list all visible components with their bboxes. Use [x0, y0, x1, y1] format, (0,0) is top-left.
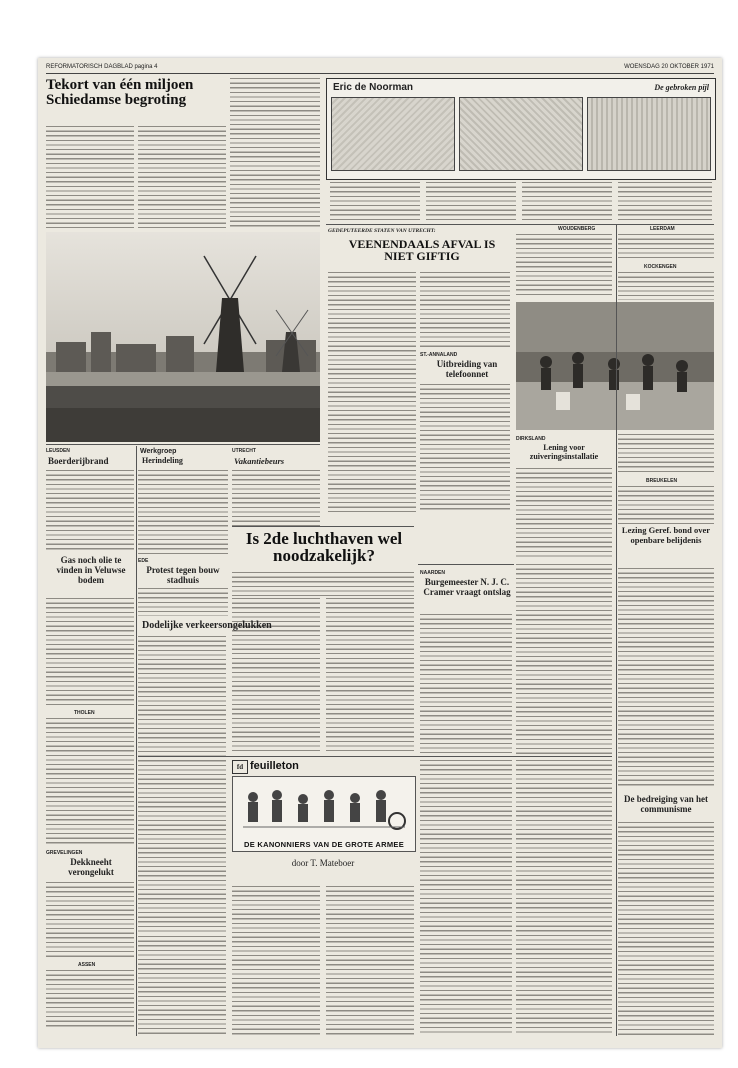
article-veenendaal-col1 [328, 272, 416, 512]
headline-communisme: De bedreiging van het communisme [623, 794, 709, 815]
masthead [46, 63, 714, 74]
comic-panel-1 [331, 97, 455, 171]
rule-vertical-2 [616, 224, 617, 1036]
kicker-dirksland: DIRKSLAND [516, 436, 546, 442]
headline-werkgroep: Herindeling [142, 456, 183, 465]
feuilleton-label: feuilleton [250, 760, 299, 772]
article-leusden [46, 470, 134, 550]
article-breukelen-2 [618, 568, 714, 788]
kicker-leerdam: LEERDAM [650, 226, 675, 232]
article-verkeer-col3 [326, 658, 414, 754]
comic-text-3 [522, 182, 612, 220]
article-tholen [46, 718, 134, 844]
headline-naarden: Burgemeester N. J. C. Cramer vraagt ontslag [423, 577, 511, 597]
article-dirksland [516, 468, 612, 560]
feuilleton-text-col1 [232, 886, 320, 1036]
article-breukelen-1 [618, 486, 714, 524]
newspaper-page [38, 58, 722, 1048]
comic-text-4 [618, 182, 712, 220]
headline-leusden: Boerderijbrand [48, 456, 109, 466]
rule-naarden [418, 564, 514, 565]
rule-vertical-1 [136, 446, 137, 1036]
headline-grevelingen: Dekkneeht verongelukt [68, 857, 114, 877]
article-communisme [618, 822, 714, 1036]
article-luchthaven-col2 [326, 598, 414, 654]
article-st-annaland [420, 384, 510, 512]
article-tekort-lead [46, 126, 134, 228]
photo-windmills-schiedam [46, 232, 320, 442]
feuilleton-text-col2 [326, 886, 414, 1036]
kicker-leusden: LEUSDEN [46, 448, 70, 454]
article-verkeer-col1-end [138, 936, 226, 1036]
article-tekort-col2 [138, 126, 226, 228]
comic-title: Eric de Noorman [333, 82, 414, 93]
masthead-left: REFORMATORISCH DAGBLAD pagina 4 [46, 64, 158, 70]
headline-dirksland: Lening voor zuiveringsinstallatie [529, 443, 599, 461]
headline-tekort: Tekort van één miljoen Schiedamse begroting [46, 77, 194, 109]
kicker-assen: ASSEN [78, 962, 96, 968]
comic-panel-3 [587, 97, 711, 171]
feuilleton-text-col4 [516, 760, 612, 1036]
article-tekort-col3 [230, 78, 320, 228]
kicker-naarden: NAARDEN [420, 570, 445, 576]
feuilleton-banner: DE KANONNIERS VAN DE GROTE ARMEE [243, 840, 405, 849]
comic-subtitle: De gebroken pijl [654, 83, 709, 92]
headline-utrecht: Vakantiebeurs [234, 456, 285, 466]
kicker-kockengen: KOCKENGEN [644, 264, 677, 270]
article-utrecht [232, 470, 320, 530]
comic-text-1 [330, 182, 420, 220]
photo-children-caption [618, 434, 714, 474]
article-luchthaven-lead [232, 572, 414, 596]
article-naarden-col2 [516, 564, 612, 754]
kicker-utrecht: UTRECHT [232, 448, 256, 454]
article-veenendaal-col2 [420, 272, 510, 348]
article-woudenberg [516, 234, 612, 296]
headline-breukelen: Lezing Geref. bond over openbare belijdenis [621, 525, 711, 545]
headline-luchthaven: Is 2de luchthaven wel noodzakelijk? [245, 529, 403, 566]
headline-veenendaal: VEENENDAALS AFVAL IS NIET GIFTIG [348, 237, 496, 264]
headline-gas: Gas noch olie te vinden in Veluwse bodem [56, 555, 126, 585]
kicker-veenendaal: GEDEPUTEERDE STATEN VAN UTRECHT: [328, 228, 436, 234]
article-grevelingen [46, 882, 134, 958]
rule-feuilleton [138, 756, 612, 757]
feuilleton-text-col3 [420, 760, 512, 1036]
feuilleton-block [232, 760, 414, 880]
kicker-ede: EDE [138, 558, 149, 564]
comic-panel-2 [459, 97, 583, 171]
photo-children [516, 302, 714, 430]
feuilleton-illustration [232, 776, 416, 852]
rule-veenendaal [326, 224, 714, 225]
kicker-st-annaland: ST.-ANNALAND [420, 352, 458, 358]
headline-verkeer: Dodelijke verkeersongelukken [142, 620, 272, 631]
headline-st-annaland: Uitbreiding van telefoonnet [436, 359, 498, 379]
article-verkeer-col1 [138, 636, 226, 932]
article-ede [138, 588, 228, 616]
feuilleton-author: door T. Mateboer [291, 858, 355, 868]
article-gas [46, 598, 134, 706]
article-werkgroep [138, 470, 228, 554]
comic-text-2 [426, 182, 516, 220]
headline-ede: Protest tegen bouw stadhuis [146, 565, 220, 585]
article-verkeer-col2 [232, 658, 320, 754]
kicker-tholen: THOLEN [74, 710, 95, 716]
article-kockengen [618, 272, 714, 300]
kicker-woudenberg: WOUDENBERG [558, 226, 596, 232]
article-leerdam [618, 234, 714, 260]
masthead-right: WOENSDAG 20 OKTOBER 1971 [624, 64, 714, 70]
article-naarden-col1 [420, 614, 512, 754]
kicker-grevelingen: GREVELINGEN [46, 850, 83, 856]
kicker-werkgroep: Werkgroep [140, 448, 177, 455]
rule-top-photo [46, 444, 320, 445]
feuilleton-logo: fd [232, 760, 248, 774]
kicker-breukelen: BREUKELEN [646, 478, 678, 484]
comic-strip [326, 78, 716, 180]
rule-luchthaven [232, 526, 414, 527]
article-assen [46, 970, 134, 1030]
